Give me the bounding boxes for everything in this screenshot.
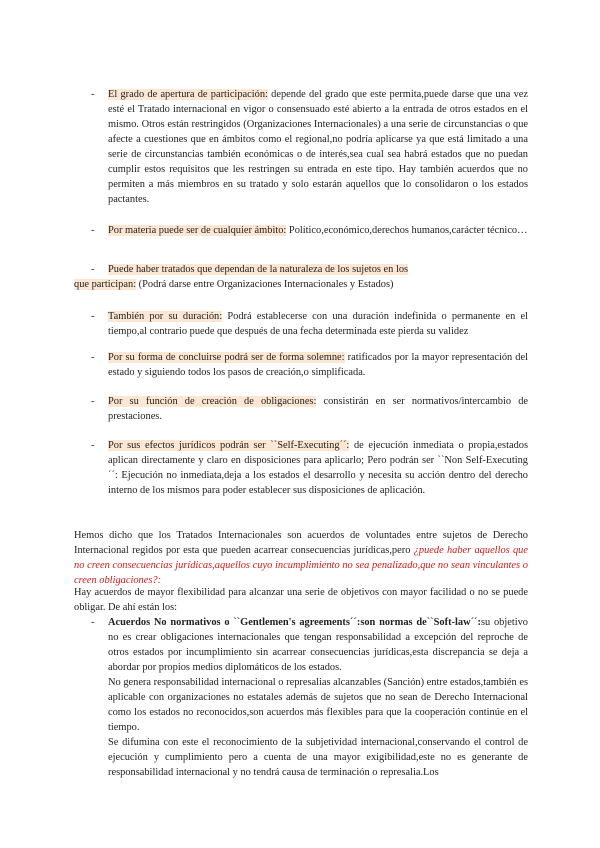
item-heading: que participan: <box>74 279 137 290</box>
list-item-conclusion <box>108 350 528 380</box>
item-heading: Por sus efectos jurídicos podrán ser ``Self-Executing´´: <box>108 440 350 451</box>
item-heading: Puede haber tratados que dependan de la naturaleza de los sujetos en los <box>108 264 409 275</box>
list-item-efectos <box>108 438 528 498</box>
paragraph-question: ¿puede haber aquellos que no creen consecuencias jurídicas,aquellos cuyo incumplimiento no sea penalizado,que no sean vinculantes o creen obligaciones?: <box>74 545 528 586</box>
item-heading: También por su duración: <box>108 311 223 322</box>
list-item-acuerdos <box>108 615 528 675</box>
item-heading: Por su función de creación de obligaciones: <box>108 396 317 407</box>
paragraph-text: Hemos dicho que los Tratados Internacionales son acuerdos de voluntades entre sujetos de Derecho Internacional regidos por esta que pueden acarrear consecuencias jurídicas,pero <box>74 530 528 556</box>
bullet-marker: - <box>91 617 95 628</box>
list-item-obligaciones <box>108 394 528 424</box>
bullet-marker: - <box>91 311 95 322</box>
paragraph-flexibilidad: Hay acuerdos de mayor flexibilidad para alcanzar una serie de objetivos con mayor facilidad o no se puede obligar. De ahí están los: <box>74 587 528 613</box>
item-body: consistirán en ser normativos/intercambio de prestaciones. <box>108 396 529 422</box>
item-body: Podrá establecerse con una duración indefinida o permanente en el tiempo,al contrario puede que después de una fecha determinada este pierda su validez <box>108 311 529 337</box>
list-item-naturaleza-line1 <box>108 262 528 277</box>
item-heading: Por materia puede ser de cualquier ámbito: <box>108 225 287 236</box>
bullet-marker: - <box>91 352 95 363</box>
list-item-materia <box>108 223 528 238</box>
paragraph-tratados <box>74 528 528 588</box>
acuerdos-body: su objetivo no es crear obligaciones internacionales que tengan responsabilidad a excepción del reproche de otros estados por incumplimiento sin acarrear consecuencias jurídicas,esta discrepancia se deja a abordar por propios medios diplomáticos de los estados. <box>108 617 528 673</box>
acuerdos-heading: Acuerdos No normativos o ``Gentlemen's agreements´´:son normas de``Soft-law´´: <box>108 617 481 628</box>
list-item-apertura <box>108 87 528 207</box>
acuerdos-paragraph-responsabilidad: No genera responsabilidad internacional o represalias alcanzables (Sanción) entre estados,también es aplicable con organizaciones no estatales además de sujetos que no sean de Derecho Internacional como los estados no reconocidos,son acuerdos más flexibles para que la cooperación continúe en el tiempo. <box>108 677 528 733</box>
item-body: depende del grado que este permita,puede darse que una vez esté el Tratado internacional en vigor o consensuado esté abierto a la entrada de otros estados en el mismo. Otros están restringidos (Organizaciones Internacionales) a una serie de circunstancias o que afecte a cuestiones que en ámbitos como el regional,no podría aplicarse ya que está limitado a una serie de circunstancias también económicas o de interés,sea cual sea habrá estados que no puedan cumplir estos requisitos que les restringen su entrada en este tipo. Hay también acuerdos que no permiten a más miembros en su tratado y solo estarán aquellos que lo consolidaron o los estados pactantes. <box>108 89 528 205</box>
acuerdos-paragraph-subjetividad: Se difumina con este el reconocimiento de la subjetividad internacional,conservando el control de ejecución y cumplimiento pero a cuenta de una mayor exigibilidad,este no es generante de responsabilidad internacional y no tendrá causa de terminación o represalia.Los <box>108 737 528 778</box>
bullet-marker: - <box>91 225 95 236</box>
item-heading: Por su forma de concluirse podrá ser de forma solemne: <box>108 352 345 363</box>
bullet-marker: - <box>91 396 95 407</box>
item-body: de ejecución inmediata o propia,estados aplican directamente y claro en disposiciones para aplicarlo; Pero podrán ser ``Non Self-Executing´´: Ejecución no inmediata,deja a los estados el desarrollo y necesita su acción dentro del derecho interno de los mismos para poder establecer sus disposiciones de aplicación. <box>108 440 529 496</box>
item-body: ratificados por la mayor representación del estado y siguiendo todos los pasos de creación,o simplificada. <box>108 352 528 378</box>
bullet-marker: - <box>91 89 95 100</box>
bullet-marker: - <box>91 440 95 451</box>
bullet-marker: - <box>91 264 95 275</box>
item-body: Político,económico,derechos humanos,carácter técnico… <box>286 225 528 236</box>
item-heading: El grado de apertura de participación: <box>108 89 268 100</box>
item-body: (Podrá darse entre Organizaciones Internacionales y Estados) <box>136 279 394 290</box>
list-item-duracion <box>108 309 528 339</box>
list-item-naturaleza-line2 <box>74 277 528 292</box>
